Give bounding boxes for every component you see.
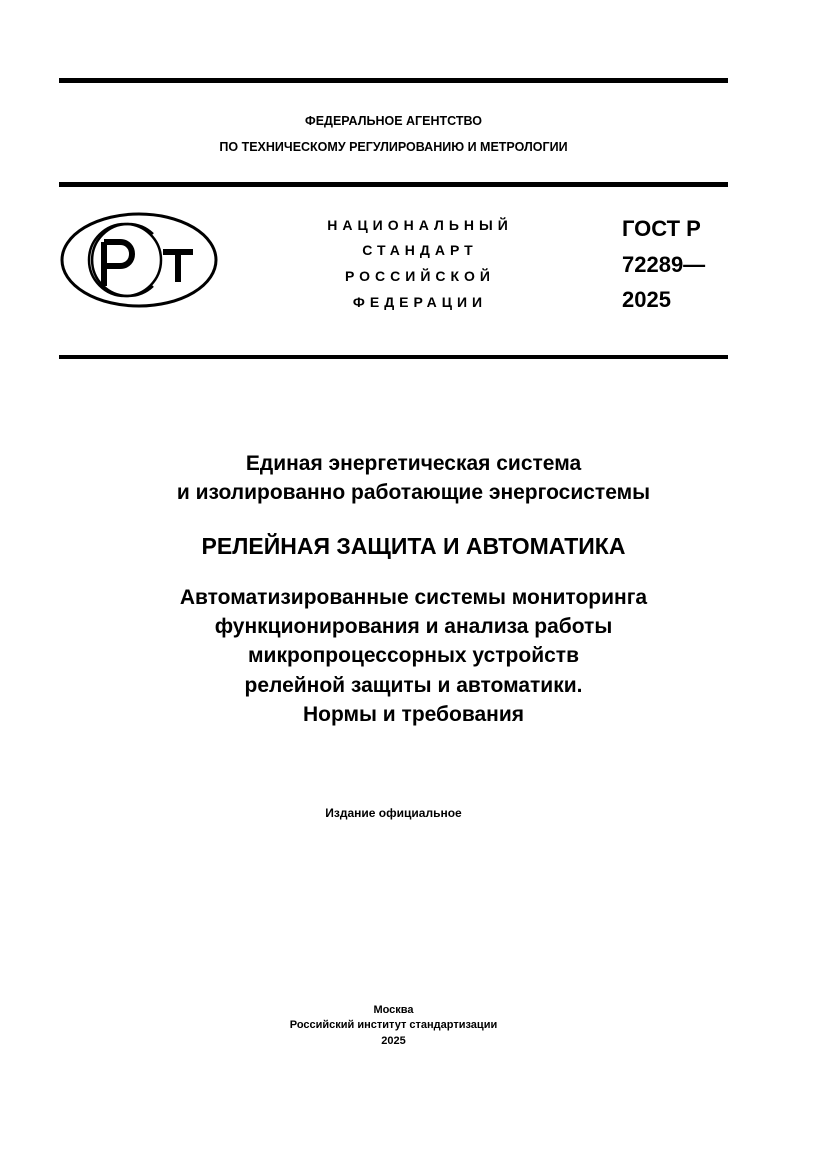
subtitle-line-5: Нормы и требования xyxy=(302,703,525,726)
title-line-1: Единая энергетическая система xyxy=(245,452,582,475)
footer-year: 2025 xyxy=(381,1035,406,1047)
designation-line-3: 2025 xyxy=(622,287,671,312)
national-standard-line-3: РОССИЙСКОЙ xyxy=(345,268,495,284)
main-title: РЕЛЕЙНАЯ ЗАЩИТА И АВТОМАТИКА xyxy=(201,533,626,559)
agency-line-2: ПО ТЕХНИЧЕСКОМУ РЕГУЛИРОВАНИЮ И МЕТРОЛОГИИ xyxy=(219,140,568,154)
subtitle-line-2: функционирования и анализа работы xyxy=(214,615,613,638)
lower-rule xyxy=(59,355,728,359)
subtitle-line-1: Автоматизированные системы мониторинга xyxy=(179,586,648,609)
national-standard-line-1: НАЦИОНАЛЬНЫЙ xyxy=(327,217,513,233)
agency-line-1: ФЕДЕРАЛЬНОЕ АГЕНТСТВО xyxy=(305,114,482,128)
subtitle-line-3: микропроцессорных устройств xyxy=(248,644,579,667)
footer-publisher: Российский институт стандартизации xyxy=(289,1019,498,1031)
designation-line-2: 72289— xyxy=(622,252,706,277)
designation-line-1: ГОСТ Р xyxy=(622,216,701,241)
subtitle-line-4: релейной защиты и автоматики. xyxy=(244,674,583,697)
top-rule xyxy=(59,78,728,83)
national-standard-line-2: СТАНДАРТ xyxy=(362,242,478,258)
gost-r-seal-icon xyxy=(60,212,218,308)
header-rule xyxy=(59,182,728,187)
national-standard-line-4: ФЕДЕРАЦИИ xyxy=(352,294,488,310)
footer-city: Москва xyxy=(373,1004,414,1016)
edition-note: Издание официальное xyxy=(325,806,462,820)
title-line-2: и изолированно работающие энергосистемы xyxy=(176,481,651,504)
